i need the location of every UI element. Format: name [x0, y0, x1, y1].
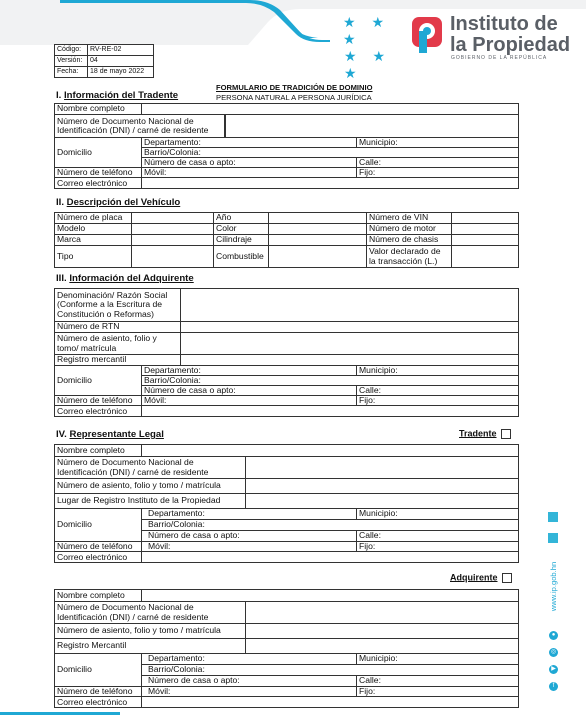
- section-2-title: Descripción del Vehículo: [66, 197, 181, 208]
- label-asiento-rep1: Número de asiento, folio y tomo / matrícula: [55, 479, 246, 494]
- field-calle[interactable]: [357, 158, 519, 168]
- section-4-number: IV.: [56, 429, 67, 440]
- meta-fecha: 18 de mayo 2022: [88, 67, 154, 78]
- field-combustible[interactable]: [269, 246, 367, 268]
- facebook-icon[interactable]: f: [549, 682, 558, 691]
- form-subtitle: PERSONA NATURAL A PERSONA JURÍDICA: [216, 93, 372, 102]
- label-telefono-rep2: Número de teléfono: [55, 687, 142, 697]
- label-movil-adq: Móvil:: [144, 395, 167, 406]
- label-nombre-completo: Nombre completo: [55, 104, 142, 115]
- label-telefono: Número de teléfono: [55, 168, 142, 178]
- label-municipio-rep2: Municipio:: [359, 653, 398, 664]
- meta-version: 04: [88, 56, 154, 67]
- label-combustible: Combustible: [214, 246, 269, 268]
- section-3-number: III.: [56, 273, 67, 284]
- star-icon: ★ ★ ★: [344, 48, 391, 81]
- field-dni[interactable]: [225, 115, 519, 138]
- label-numero-casa-rep2: Número de casa o apto:: [148, 675, 240, 686]
- field-modelo[interactable]: [132, 224, 214, 235]
- label-fijo: Fijo:: [359, 167, 376, 178]
- label-numero-casa-adq: Número de casa o apto:: [144, 385, 236, 396]
- document-meta-table: [54, 44, 154, 78]
- meta-codigo-label: Código:: [55, 45, 88, 56]
- meta-version-label: Versión:: [55, 56, 88, 67]
- label-nombre-rep1: Nombre completo: [55, 445, 142, 457]
- label-calle: Calle:: [359, 157, 381, 168]
- field-movil-adq[interactable]: [142, 396, 357, 406]
- label-razon-line1: Denominación/ Razón Social: [57, 290, 168, 301]
- field-correo-rep2[interactable]: [142, 697, 519, 708]
- field-asiento-adq[interactable]: [181, 333, 519, 355]
- label-fijo-rep1: Fijo:: [359, 541, 376, 551]
- field-fijo[interactable]: [357, 168, 519, 178]
- label-valor-line2: la transacción (L.): [369, 255, 438, 266]
- field-fijo-adq[interactable]: [357, 396, 519, 406]
- tradente-checkbox-label: Tradente: [459, 428, 497, 439]
- field-barrio-rep1[interactable]: [142, 520, 519, 531]
- label-fijo-rep2: Fijo:: [359, 686, 376, 696]
- field-municipio-rep2[interactable]: [357, 654, 519, 665]
- section-4-title: Representante Legal: [69, 429, 164, 440]
- field-calle-rep2[interactable]: [357, 676, 519, 687]
- label-correo-rep2: Correo electrónico: [55, 697, 142, 708]
- label-numero-casa-rep1: Número de casa o apto:: [148, 530, 240, 541]
- label-razon-line2: (Conforme a la Escritura de: [57, 299, 163, 310]
- section-1-number: I.: [56, 90, 62, 101]
- field-municipio-adq[interactable]: [357, 366, 519, 376]
- field-correo-rep1[interactable]: [142, 552, 519, 563]
- meta-codigo: RV-RE-02: [88, 45, 154, 56]
- footer-bar-decoration: [0, 712, 120, 715]
- label-registro-mercantil: Registro mercantil: [55, 355, 181, 366]
- star-icon: ★ ★ ★: [343, 14, 390, 47]
- field-nombre-completo[interactable]: [142, 104, 519, 115]
- section-3-title: Información del Adquirente: [69, 273, 194, 284]
- field-marca[interactable]: [132, 235, 214, 246]
- label-telefono-rep1: Número de teléfono: [55, 542, 142, 552]
- brand-tagline: GOBIERNO DE LA REPÚBLICA: [451, 55, 548, 61]
- website-url[interactable]: www.ip.gob.hn: [548, 561, 558, 612]
- label-nombre-rep2: Nombre completo: [55, 590, 142, 602]
- label-numero-casa: Número de casa o apto:: [144, 157, 236, 168]
- label-anio: Año: [214, 213, 269, 224]
- label-registro-mercantil-rep2: Registro Mercantil: [55, 639, 246, 654]
- field-chasis[interactable]: [452, 235, 519, 246]
- label-municipio-rep1: Municipio:: [359, 508, 398, 519]
- field-movil-rep1[interactable]: [142, 542, 357, 552]
- label-barrio: Barrio/Colonia:: [144, 147, 201, 158]
- field-municipio[interactable]: [357, 138, 519, 148]
- field-rtn[interactable]: [181, 322, 519, 333]
- field-departamento[interactable]: [142, 138, 357, 148]
- label-movil-rep1: Móvil:: [148, 541, 171, 551]
- label-color: Color: [214, 224, 269, 235]
- field-vin[interactable]: [452, 213, 519, 224]
- tradente-table: [54, 103, 519, 189]
- field-anio[interactable]: [269, 213, 367, 224]
- label-rtn: Número de RTN: [55, 322, 181, 333]
- field-correo-adq[interactable]: [142, 406, 519, 417]
- section-2-number: II.: [56, 197, 64, 208]
- label-marca: Marca: [55, 235, 132, 246]
- label-telefono-adq: Número de teléfono: [55, 396, 142, 406]
- label-vin: Número de VIN: [367, 213, 452, 224]
- label-departamento: Departamento:: [144, 137, 201, 147]
- field-valor-declarado[interactable]: [452, 246, 519, 268]
- field-numero-casa-adq[interactable]: [142, 386, 357, 396]
- label-municipio: Municipio:: [359, 137, 398, 147]
- adquirente-table: [54, 288, 519, 417]
- form-title: FORMULARIO DE TRADICIÓN DE DOMINIO: [216, 83, 373, 92]
- brand-name-line1: Instituto de: [450, 13, 558, 35]
- label-cilindraje: Cilindraje: [214, 235, 269, 246]
- location-pin-icon[interactable]: ●: [549, 631, 558, 640]
- label-calle-rep2: Calle:: [359, 675, 381, 686]
- label-fijo-adq: Fijo:: [359, 395, 376, 406]
- field-dni-rep2[interactable]: [246, 602, 519, 624]
- label-dni: [55, 115, 225, 138]
- field-departamento-rep2[interactable]: [142, 654, 357, 665]
- label-dni-rep1-line2: Identificación (DNI) / carné de residente: [57, 466, 209, 477]
- label-dni-line2: Identificación (DNI) / carné de residente: [57, 125, 209, 135]
- section-1-heading: [56, 91, 178, 102]
- meta-fecha-label: Fecha:: [55, 67, 88, 78]
- label-dni-rep2: [55, 602, 246, 624]
- adquirente-checkbox[interactable]: [502, 573, 512, 583]
- label-dni-rep1: [55, 457, 246, 479]
- youtube-icon[interactable]: ▶: [549, 665, 558, 674]
- label-movil-rep2: Móvil:: [148, 686, 171, 696]
- field-calle-rep1[interactable]: [357, 531, 519, 542]
- label-dni-rep2-line1: Número de Documento Nacional de: [57, 602, 194, 613]
- label-correo-rep1: Correo electrónico: [55, 552, 142, 563]
- section-4-heading: [56, 430, 164, 441]
- representante-tradente-table: [54, 444, 519, 563]
- field-color[interactable]: [269, 224, 367, 235]
- tradente-checkbox-group[interactable]: [459, 429, 511, 439]
- label-domicilio-adq: Domicilio: [55, 366, 142, 396]
- label-dni-rep1-line1: Número de Documento Nacional de: [57, 457, 194, 468]
- field-numero-casa[interactable]: [142, 158, 357, 168]
- field-municipio-rep1[interactable]: [357, 509, 519, 520]
- label-calle-rep1: Calle:: [359, 530, 381, 541]
- section-3-heading: [56, 274, 194, 285]
- field-barrio-rep2[interactable]: [142, 665, 519, 676]
- label-domicilio-rep2: Domicilio: [55, 654, 142, 687]
- side-square-decoration: [548, 512, 558, 522]
- stars-decoration: [343, 14, 411, 81]
- label-asiento-rep2: Número de asiento, folio y tomo / matrícula: [55, 624, 246, 639]
- field-motor[interactable]: [452, 224, 519, 235]
- field-departamento-rep1[interactable]: [142, 509, 357, 520]
- label-asiento-line2: tomo/ matrícula: [57, 342, 117, 353]
- label-correo-adq: Correo electrónico: [55, 406, 142, 417]
- instagram-icon[interactable]: ◎: [550, 649, 557, 655]
- field-dni-rep1[interactable]: [246, 457, 519, 479]
- field-asiento-rep2[interactable]: [246, 624, 519, 639]
- section-2-heading: [56, 198, 180, 209]
- adquirente-checkbox-label: Adquirente: [450, 572, 498, 583]
- field-placa[interactable]: [132, 213, 214, 224]
- vehiculo-table: [54, 212, 519, 268]
- brand-logo-icon: [410, 13, 444, 55]
- field-cilindraje[interactable]: [269, 235, 367, 246]
- field-barrio-adq[interactable]: [142, 376, 519, 386]
- field-correo[interactable]: [142, 178, 519, 189]
- label-departamento-adq: Departamento:: [144, 365, 201, 375]
- brand-name-line2: la Propiedad: [450, 34, 571, 56]
- label-valor-line1: Valor declarado de: [369, 246, 441, 257]
- label-calle-adq: Calle:: [359, 385, 381, 396]
- field-nombre-rep1[interactable]: [142, 445, 519, 457]
- label-razon-line3: Constitución o Reformas): [57, 308, 154, 319]
- side-square-decoration: [548, 533, 558, 543]
- label-dni-rep2-line2: Identificación (DNI) / carné de residente: [57, 611, 209, 622]
- label-dni-line1: Número de Documento Nacional de: [57, 115, 194, 126]
- label-barrio-rep1: Barrio/Colonia:: [148, 519, 205, 530]
- field-barrio[interactable]: [142, 148, 519, 158]
- field-asiento-rep1[interactable]: [246, 479, 519, 494]
- label-asiento-line1: Número de asiento, folio y: [57, 333, 157, 344]
- field-registro-mercantil-rep2[interactable]: [246, 639, 519, 654]
- field-registro-mercantil[interactable]: [181, 355, 519, 366]
- field-fijo-rep2[interactable]: [357, 687, 519, 697]
- label-movil: Móvil:: [144, 167, 167, 178]
- section-1-title: Información del Tradente: [64, 90, 179, 101]
- field-numero-casa-rep2[interactable]: [142, 676, 357, 687]
- label-tipo: Tipo: [55, 246, 132, 268]
- field-lugar-registro[interactable]: [246, 494, 519, 509]
- field-tipo[interactable]: [132, 246, 214, 268]
- label-placa: Número de placa: [55, 213, 132, 224]
- adquirente-checkbox-group[interactable]: [450, 573, 512, 583]
- label-correo: Correo electrónico: [55, 178, 142, 189]
- label-barrio-adq: Barrio/Colonia:: [144, 375, 201, 386]
- label-departamento-rep1: Departamento:: [148, 508, 205, 519]
- label-razon-social: [55, 289, 181, 322]
- label-valor-declarado: [367, 246, 452, 268]
- label-modelo: Modelo: [55, 224, 132, 235]
- label-chasis: Número de chasis: [367, 235, 452, 246]
- field-movil-rep2[interactable]: [142, 687, 357, 697]
- label-asiento-adq: [55, 333, 181, 355]
- label-municipio-adq: Municipio:: [359, 365, 398, 375]
- field-nombre-rep2[interactable]: [142, 590, 519, 602]
- tradente-checkbox[interactable]: [501, 429, 511, 439]
- field-razon-social[interactable]: [181, 289, 519, 322]
- label-barrio-rep2: Barrio/Colonia:: [148, 664, 205, 675]
- field-movil[interactable]: [142, 168, 357, 178]
- label-domicilio-rep1: Domicilio: [55, 509, 142, 542]
- field-departamento-adq[interactable]: [142, 366, 357, 376]
- label-domicilio: Domicilio: [55, 138, 142, 168]
- label-departamento-rep2: Departamento:: [148, 653, 205, 664]
- representante-adquirente-table: [54, 589, 519, 708]
- field-numero-casa-rep1[interactable]: [142, 531, 357, 542]
- label-motor: Número de motor: [367, 224, 452, 235]
- field-fijo-rep1[interactable]: [357, 542, 519, 552]
- label-lugar-registro: Lugar de Registro Instituto de la Propiedad: [55, 494, 246, 509]
- field-calle-adq[interactable]: [357, 386, 519, 396]
